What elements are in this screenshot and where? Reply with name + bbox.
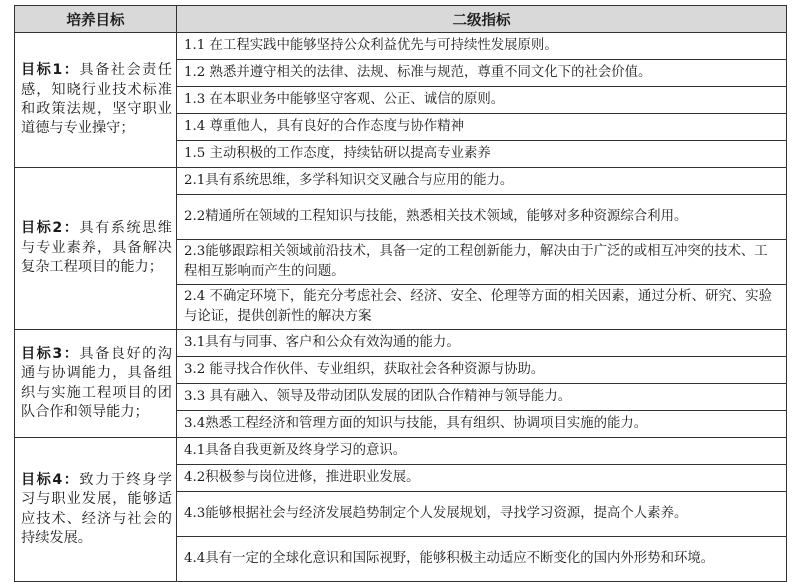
indicator-4-1: 4.1具备自我更新及终身学习的意识。 bbox=[177, 438, 787, 465]
table-row bbox=[15, 33, 787, 60]
indicator-2-3: 2.3能够跟踪相关领域前沿技术，具备一定的工程创新能力，解决由于广泛的或相互冲突的技术、工程相互影响而产生的问题。 bbox=[177, 240, 787, 285]
indicator-4-3: 4.3能够根据社会与经济发展趋势制定个人发展规划，寻找学习资源，提高个人素养。 bbox=[177, 492, 787, 537]
goal-2-cell bbox=[15, 168, 177, 330]
table-row bbox=[15, 438, 787, 465]
indicator-2-4: 2.4 不确定环境下，能充分考虑社会、经济、安全、伦理等方面的相关因素，通过分析、研究、实验与论证，提供创新性的解决方案 bbox=[177, 285, 787, 330]
indicator-1-5: 1.5 主动积极的工作态度，持续钻研以提高专业素养 bbox=[177, 141, 787, 168]
goal-1-cell bbox=[15, 33, 177, 168]
goal-2-label: 目标2： bbox=[21, 220, 80, 237]
training-goals-table bbox=[14, 5, 787, 582]
indicator-4-2: 4.2积极参与岗位进修，推进职业发展。 bbox=[177, 465, 787, 492]
indicator-2-2: 2.2精通所在领域的工程知识与技能，熟悉相关技术领域，能够对多种资源综合利用。 bbox=[177, 195, 787, 240]
goal-column-header: 培养目标 bbox=[15, 6, 177, 33]
table-row bbox=[15, 168, 787, 195]
goal-1-label: 目标1： bbox=[21, 62, 80, 79]
indicator-3-3: 3.3 具有融入、领导及带动团队发展的团队合作精神与领导能力。 bbox=[177, 384, 787, 411]
indicator-column-header: 二级指标 bbox=[177, 6, 787, 33]
indicator-3-4: 3.4熟悉工程经济和管理方面的知识与技能，具有组织、协调项目实施的能力。 bbox=[177, 411, 787, 438]
goal-1-text: 具备社会责任感，知晓行业技术标准和政策法规，坚守职业道德与专业操守； bbox=[21, 62, 172, 137]
indicator-4-4: 4.4具有一定的全球化意识和国际视野，能够积极主动适应不断变化的国内外形势和环境。 bbox=[177, 537, 787, 582]
indicator-1-4: 1.4 尊重他人，具有良好的合作态度与协作精神 bbox=[177, 114, 787, 141]
goal-4-cell bbox=[15, 438, 177, 582]
goal-3-cell bbox=[15, 330, 177, 438]
table-row bbox=[15, 330, 787, 357]
goal-2-text: 具有系统思维与专业素养，具备解决复杂工程项目的能力； bbox=[21, 220, 172, 276]
indicator-2-1: 2.1具有系统思维，多学科知识交叉融合与应用的能力。 bbox=[177, 168, 787, 195]
header-row bbox=[15, 6, 787, 33]
indicator-3-2: 3.2 能寻找合作伙伴、专业组织，获取社会各种资源与协助。 bbox=[177, 357, 787, 384]
indicator-1-3: 1.3 在本职业务中能够坚守客观、公正、诚信的原则。 bbox=[177, 87, 787, 114]
goal-4-label: 目标4： bbox=[21, 471, 80, 488]
indicator-1-2: 1.2 熟悉并遵守相关的法律、法规、标准与规范，尊重不同文化下的社会价值。 bbox=[177, 60, 787, 87]
goal-3-label: 目标3： bbox=[21, 345, 80, 362]
indicator-1-1: 1.1 在工程实践中能够坚持公众利益优先与可持续性发展原则。 bbox=[177, 33, 787, 60]
goal-4-text: 致力于终身学习与职业发展，能够适应技术、经济与社会的持续发展。 bbox=[21, 471, 172, 546]
indicator-3-1: 3.1具有与同事、客户和公众有效沟通的能力。 bbox=[177, 330, 787, 357]
goal-3-text: 具备良好的沟通与协调能力，具备组织与实施工程项目的团队合作和领导能力； bbox=[21, 345, 172, 420]
